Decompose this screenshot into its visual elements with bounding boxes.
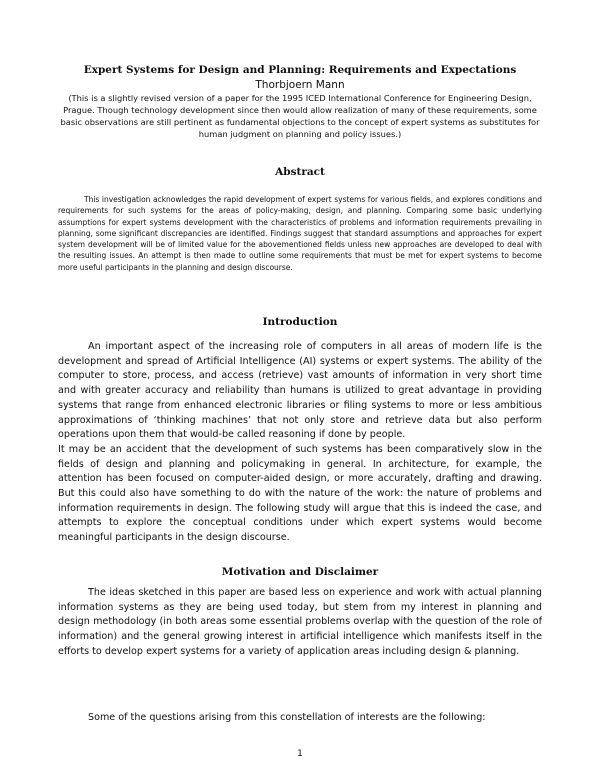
intro-paragraph-1: An important aspect of the increasing role of computers in all areas of modern life is the development and spread of Artificial Intelligence (AI) systems or expert systems. The ability of the computer to store, process, and access (retrieve) vast amounts of information in very short time and with greater accuracy and reliability than humans is utilized to great advantage in providing systems that range from enhanced electronic libraries or filing systems to more or less ambitious approximations of ‘thinking machines’ that not only store and retrieve data but also perform operations upon them that would-be called reasoning if done by people.	[58, 341, 542, 441]
intro-paragraph-2: It may be an accident that the development of such systems has been comparatively slow in the fields of design and planning and policymaking in general. In architecture, for example, the attention has been focused on computer-aided design, or more accurately, drafting and drawing. But this could also have something to do with the nature of the work: the nature of problems and information requirements in design. The following study will argue that this is indeed the case, and attempts to explore the conceptual conditions under which expert systems would become meaningful participants in the design discourse.	[58, 443, 542, 544]
introduction-section	[58, 340, 542, 546]
abstract-text: This investigation acknowledges the rapid development of expert systems for various fields, and explores conditions and requirements for such systems for the areas of policy-making, design, and planning. Comparing some basic underlying assumptions for expert systems development with the characteristics of problems and information requirements prevailing in planning, some significant discrepancies are identified. Findings suggest that standard assumptions and approaches for expert system development will be of limited value for the abovementioned fields unless new approaches are developed to deal with the resulting issues. An attempt is then made to outline some requirements that must be met for expert systems to become more useful participants in the planning and design discourse.	[58, 195, 542, 272]
abstract-section	[58, 194, 542, 273]
introduction-heading: Introduction	[262, 316, 338, 328]
motivation-paragraph-1: The ideas sketched in this paper are based less on experience and work with actual planning information systems as they are being used today, but stem from my interest in planning and design methodology (in both areas some essential problems overlap with the question of the role of information) and the general growing interest in artificial intelligence which manifests itself in the efforts to develop expert systems for a variety of application areas including design & planning.	[58, 587, 542, 657]
motivation-paragraph-2: Some of the questions arising from this constellation of interests are the following:	[88, 712, 486, 723]
author-name: Thorbjoern Mann	[255, 79, 345, 91]
abstract-heading: Abstract	[275, 166, 325, 178]
page-number: 1	[297, 749, 303, 759]
motivation-heading: Motivation and Disclaimer	[221, 566, 379, 578]
motivation-section	[58, 586, 542, 660]
paper-title: Expert Systems for Design and Planning: Requirements and Expectations	[83, 64, 517, 76]
revision-note: (This is a slightly revised version of a paper for the 1995 ICED International Conference for Engineering Design, Prague. Though technology development since then would allow realization of many of these requirements, some basic observations are still pertinent as fundamental objections to the concept of expert systems as substitutes for human judgment on planning and policy issues.)	[60, 93, 540, 140]
